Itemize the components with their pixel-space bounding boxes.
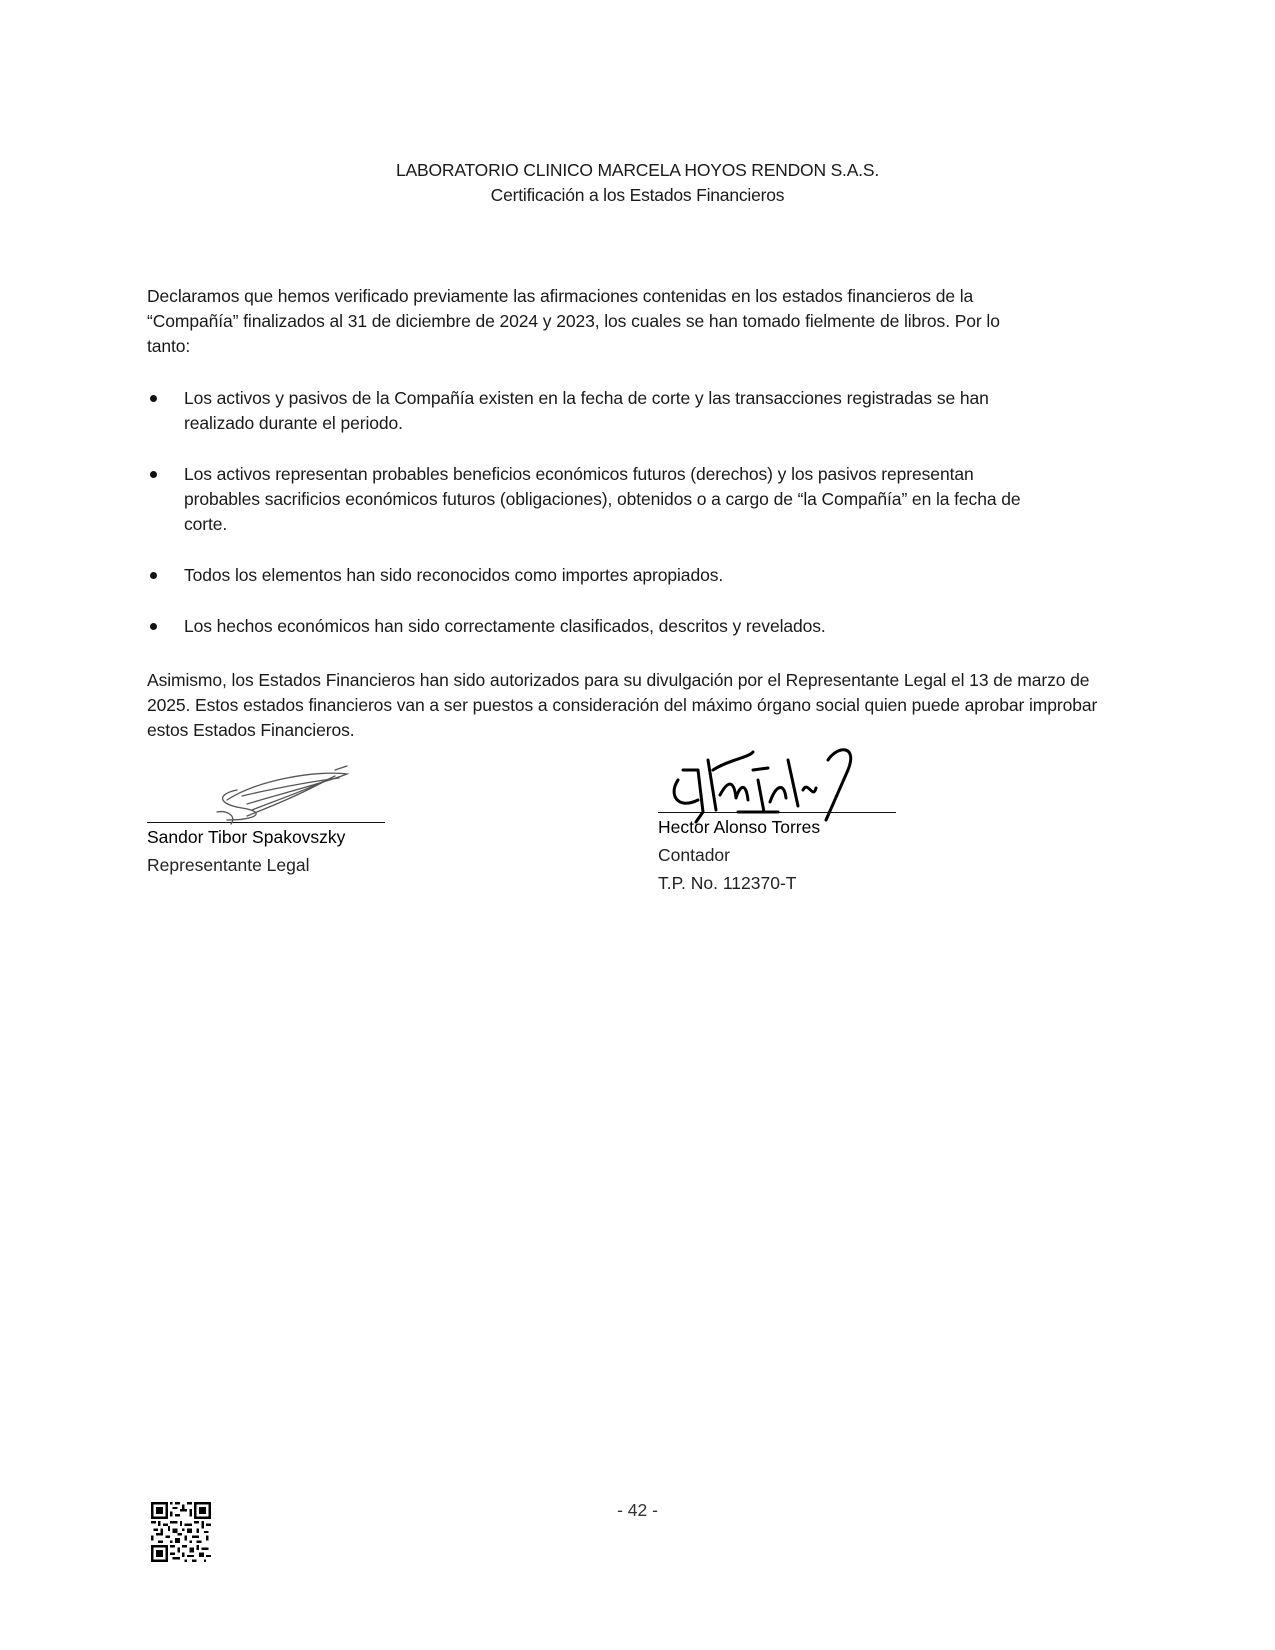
signatory-name: Hector Alonso Torres <box>658 817 821 837</box>
list-item: Los hechos económicos han sido correctamente clasificados, descritos y revelados. <box>147 614 1054 639</box>
signatory-name: Sandor Tibor Spakovszky <box>147 827 346 847</box>
signatory-role: Contador <box>658 845 730 865</box>
signature-block-accountant <box>658 740 898 897</box>
signature-block-legal-rep <box>147 760 387 879</box>
signatory-role: Representante Legal <box>147 855 310 875</box>
professional-license: T.P. No. 112370-T <box>658 873 797 893</box>
signature-legal-rep <box>147 760 387 826</box>
page-number: - 42 - <box>617 1500 658 1520</box>
company-name: LABORATORIO CLINICO MARCELA HOYOS RENDON S.A.S. <box>396 160 879 180</box>
closing-paragraph: Asimismo, los Estados Financieros han sido autorizados para su divulgación por el Representante Legal el 13 de marzo de 2025. Estos estados financieros van a ser puestos a consideración del máximo órgano social quien puede aprobar improbar estos Estados Financieros. <box>147 670 1098 740</box>
signature-accountant <box>658 740 898 826</box>
list-item: Los activos representan probables beneficios económicos futuros (derechos) y los pasivos representan probables sacrificios económicos futuros (obligaciones), obtenidos o a cargo de “la Compañía” en la fecha de corte. <box>147 462 1054 537</box>
list-item: Todos los elementos han sido reconocidos como importes apropiados. <box>147 563 1054 588</box>
intro-paragraph: Declaramos que hemos verificado previamente las afirmaciones contenidas en los estados financieros de la “Compañía” finalizados al 31 de diciembre de 2024 y 2023, los cuales se han tomado fielmente de libros. Por lo tanto: <box>147 286 1000 356</box>
document-title: Certificación a los Estados Financieros <box>490 185 785 205</box>
certification-list <box>147 386 1087 665</box>
document-header <box>0 158 1275 208</box>
list-item: Los activos y pasivos de la Compañía existen en la fecha de corte y las transacciones registradas se han realizado durante el periodo. <box>147 386 1054 436</box>
